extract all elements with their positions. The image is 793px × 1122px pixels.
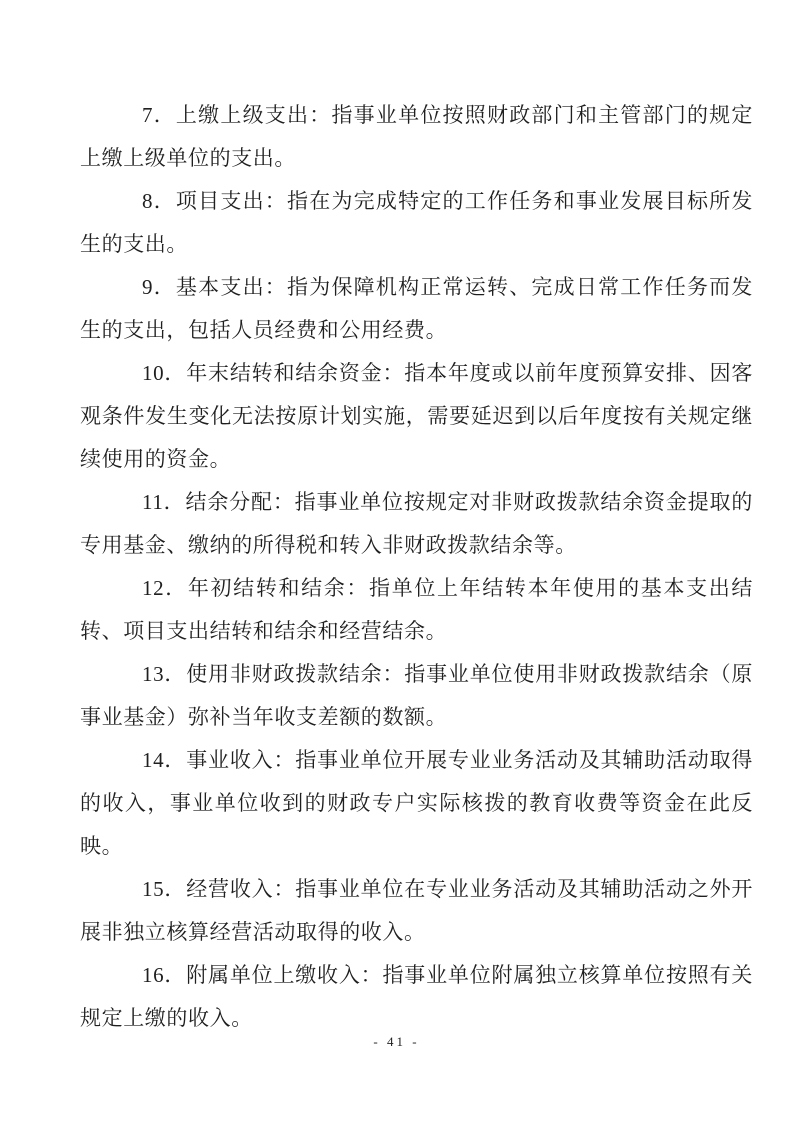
page-number: - 41 -: [373, 1034, 420, 1049]
document-body: [80, 94, 753, 1040]
definition-paragraph-7: 7．上缴上级支出：指事业单位按照财政部门和主管部门的规定上缴上级单位的支出。: [80, 103, 753, 170]
definition-paragraph-16: 16．附属单位上缴收入：指事业单位附属独立核算单位按照有关规定上缴的收入。: [80, 963, 753, 1030]
definition-paragraph-11: 11．结余分配：指事业单位按规定对非财政拨款结余资金提取的专用基金、缴纳的所得税和转入非财政拨款结余等。: [80, 490, 753, 557]
definition-paragraph-8: 8．项目支出：指在为完成特定的工作任务和事业发展目标所发生的支出。: [80, 189, 753, 256]
definition-paragraph-13: 13．使用非财政拨款结余：指事业单位使用非财政拨款结余（原事业基金）弥补当年收支差额的数额。: [80, 662, 753, 729]
definition-paragraph-14: 14．事业收入：指事业单位开展专业业务活动及其辅助活动取得的收入，事业单位收到的财政专户实际核拨的教育收费等资金在此反映。: [80, 748, 753, 858]
definition-paragraph-10: 10．年末结转和结余资金：指本年度或以前年度预算安排、因客观条件发生变化无法按原计划实施，需要延迟到以后年度按有关规定继续使用的资金。: [80, 361, 753, 471]
definition-paragraph-12: 12．年初结转和结余：指单位上年结转本年使用的基本支出结转、项目支出结转和结余和经营结余。: [80, 576, 753, 643]
definition-paragraph-9: 9．基本支出：指为保障机构正常运转、完成日常工作任务而发生的支出，包括人员经费和公用经费。: [80, 275, 753, 342]
definition-paragraph-15: 15．经营收入：指事业单位在专业业务活动及其辅助活动之外开展非独立核算经营活动取得的收入。: [80, 877, 753, 944]
